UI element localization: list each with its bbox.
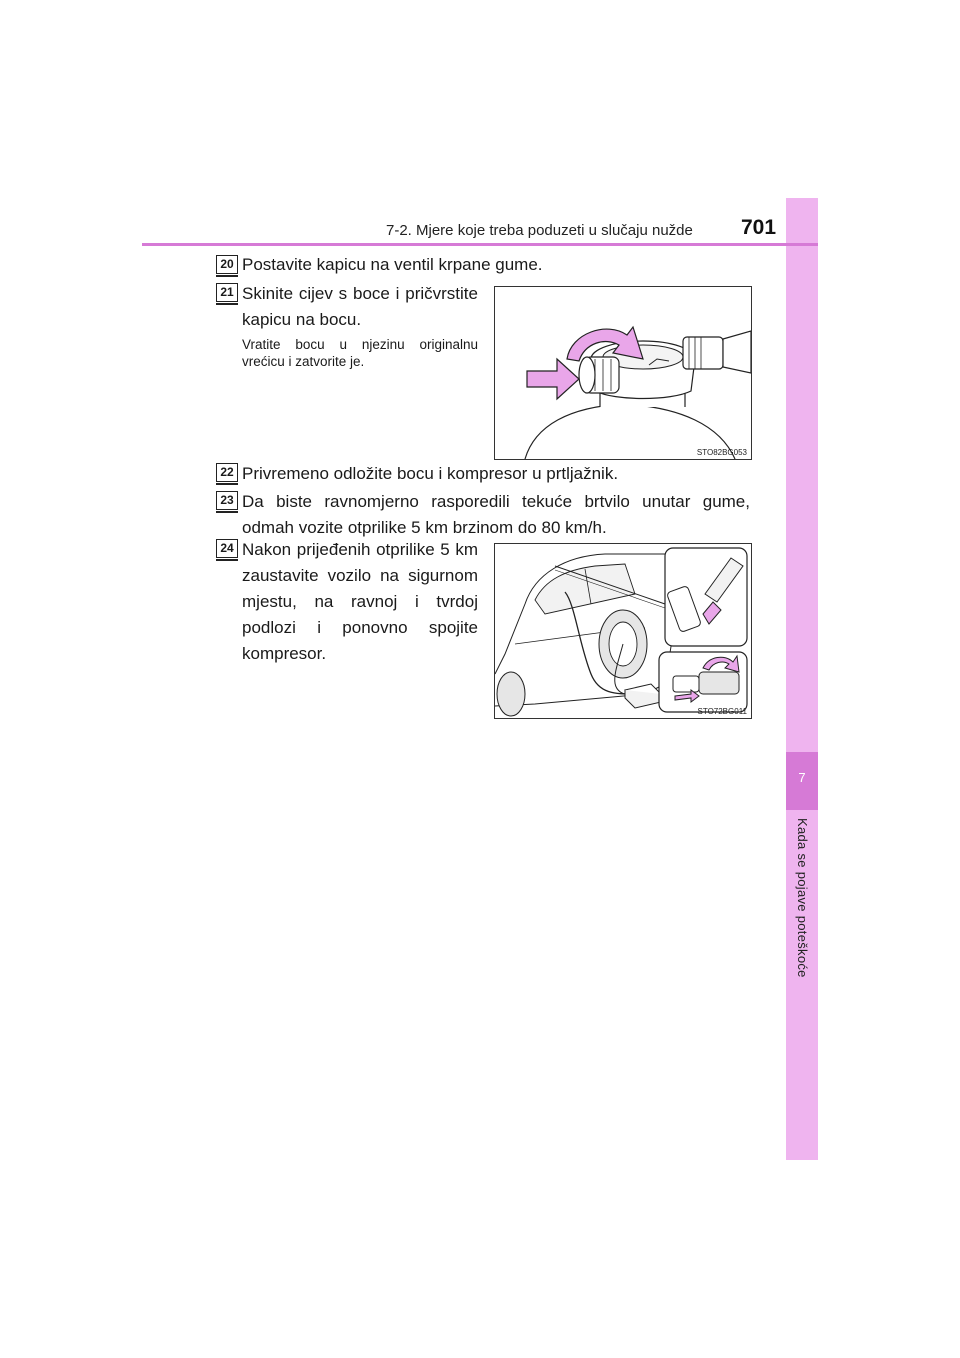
step-badge-20: 20 [216,255,238,274]
chapter-title: Kada se pojave poteškoće [795,818,810,978]
bottle-cap-illustration [495,287,751,459]
step-23-text: Da biste ravnomjerno rasporedili tekuće brtvilo unutar gume, odmah vozite otprilike 5 km brzinom do 80 km/h. [242,492,750,537]
figure-code: STO72BG011 [697,707,747,716]
figure-code: STO82BG053 [696,448,747,457]
reconnect-compressor-figure [494,543,752,719]
chapter-side-tab [786,198,818,1160]
step-24-text: Nakon prijeđenih otprilike 5 km zaustavite vozilo na sigurnom mjestu, na ravnoj i tvrdoj podlozi i ponovno spojite kompresor. [242,540,478,663]
bottle-cap-figure [494,286,752,460]
push-arrow-icon [527,359,579,399]
step-22-text: Privremeno odložite bocu i kompresor u prtljažnik. [242,464,619,483]
page-number: 701 [741,216,777,239]
step-badge-23: 23 [216,491,238,510]
section-title: 7-2. Mjere koje treba poduzeti u slučaju nužde [386,222,693,239]
header-rule [142,243,818,246]
step-21-note: Vratite bocu u njezinu originalnu vrećicu i zatvorite je. [242,337,478,369]
step-badge-22: 22 [216,463,238,482]
step-badge-21: 21 [216,283,238,302]
step-badge-24: 24 [216,539,238,558]
chapter-number: 7 [798,770,806,785]
step-21-text: Skinite cijev s boce i pričvrstite kapicu na bocu. [242,284,478,329]
car-compressor-illustration [495,544,751,718]
step-20-text: Postavite kapicu na ventil krpane gume. [242,255,543,274]
